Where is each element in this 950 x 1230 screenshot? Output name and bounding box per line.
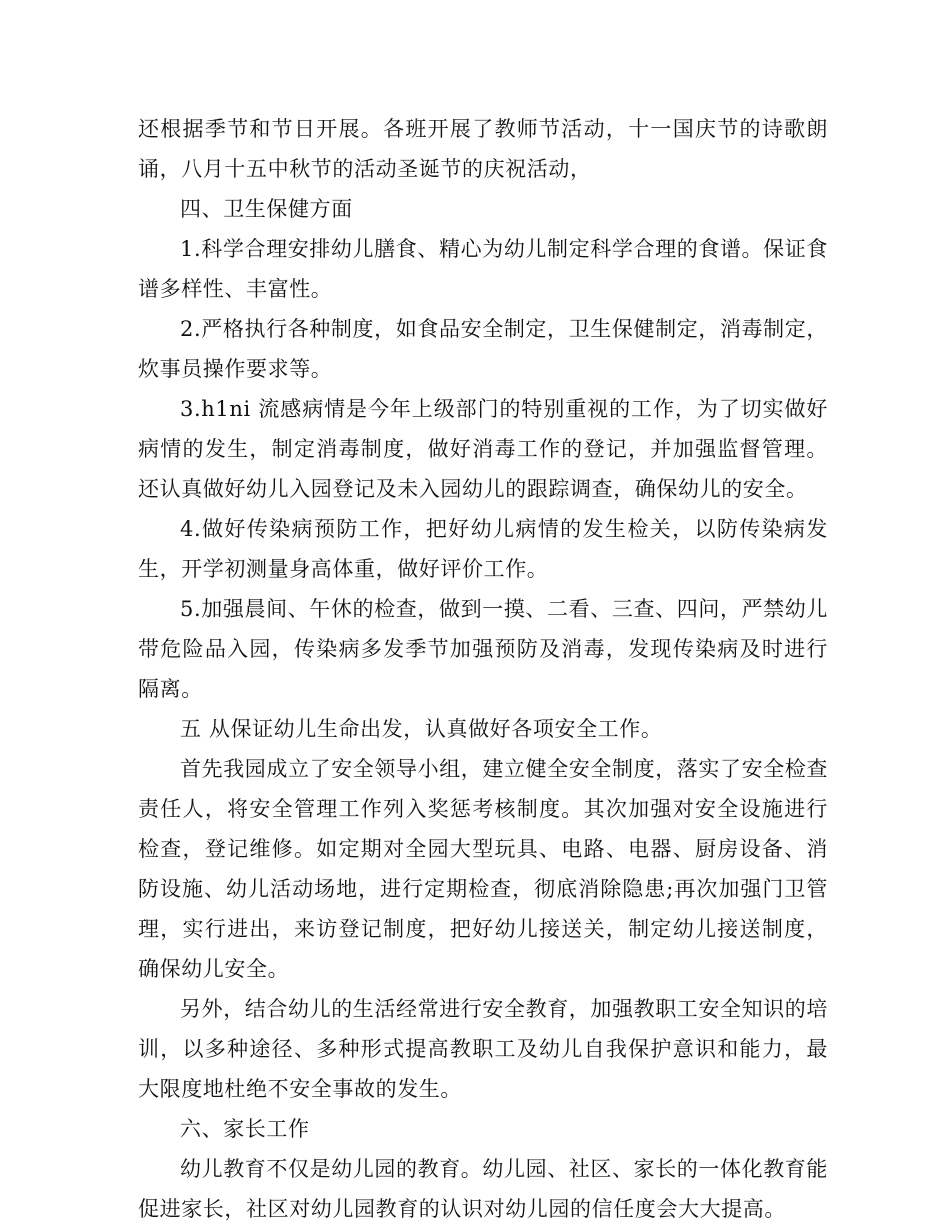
paragraph-item-5: 5.加强晨间、午休的检查，做到一摸、二看、三查、四问，严禁幼儿带危险品入园，传染病多发季节加强预防及消毒，发现传染病及时进行隔离。 — [138, 597, 828, 701]
paragraph-safety-measures: 首先我园成立了安全领导小组，建立健全安全制度，落实了安全检查责任人，将安全管理工作列入奖惩考核制度。其次加强对安全设施进行检查，登记维修。如定期对全园大型玩具、电路、电器、厨房设备、消防设施、幼儿活动场地，进行定期检查，彻底消除隐患;再次加强门卫管理，实行进出，来访登记制度，把好幼儿接送关，制定幼儿接送制度，确保幼儿安全。 — [138, 757, 828, 981]
paragraph-item-2: 2.严格执行各种制度，如食品安全制定，卫生保健制定，消毒制定，炊事员操作要求等。 — [138, 317, 828, 381]
paragraph-safety-education: 另外，结合幼儿的生活经常进行安全教育，加强教职工安全知识的培训，以多种途径、多种形式提高教职工及幼儿自我保护意识和能力，最大限度地杜绝不安全事故的发生。 — [138, 997, 828, 1101]
paragraph-parents-work: 幼儿教育不仅是幼儿园的教育。幼儿园、社区、家长的一体化教育能促进家长，社区对幼儿园教育的认识对幼儿园的信任度会大大提高。 — [138, 1157, 828, 1221]
paragraph-item-3: 3.h1ni 流感病情是今年上级部门的特别重视的工作，为了切实做好病情的发生，制定消毒制度，做好消毒工作的登记，并加强监督管理。还认真做好幼儿入园登记及未入园幼儿的跟踪调查，确保幼儿的安全。 — [138, 397, 828, 501]
section-heading-parents: 六、家长工作 — [180, 1117, 310, 1141]
paragraph-item-1: 1.科学合理安排幼儿膳食、精心为幼儿制定科学合理的食谱。保证食谱多样性、丰富性。 — [138, 237, 828, 301]
section-heading-safety: 五 从保证幼儿生命出发，认真做好各项安全工作。 — [180, 717, 663, 741]
paragraph-item-4: 4.做好传染病预防工作，把好幼儿病情的发生检关，以防传染病发生，开学初测量身高体重，做好评价工作。 — [138, 517, 828, 581]
section-heading-health: 四、卫生保健方面 — [180, 197, 353, 221]
document-body — [138, 109, 828, 1229]
paragraph-activities: 还根据季节和节日开展。各班开展了教师节活动，十一国庆节的诗歌朗诵，八月十五中秋节的活动圣诞节的庆祝活动， — [138, 117, 828, 181]
